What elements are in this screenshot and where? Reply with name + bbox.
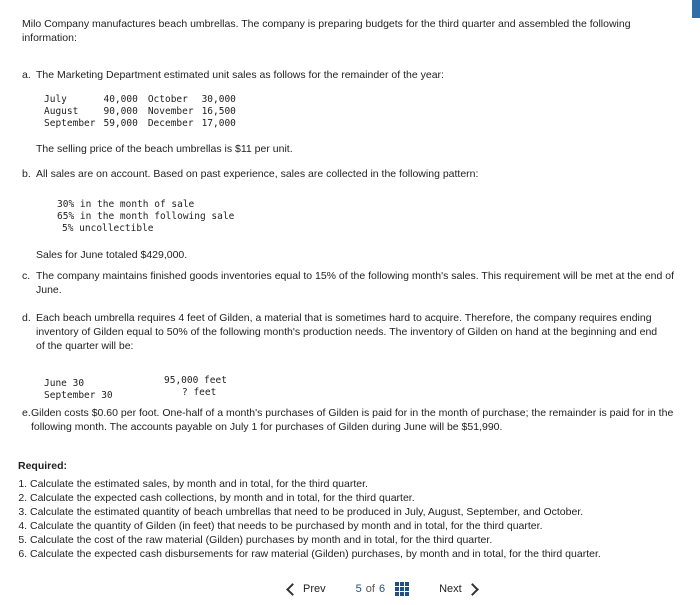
- page-indicator[interactable]: [356, 582, 409, 596]
- june-sales-text: Sales for June totaled $429,000.: [36, 249, 188, 261]
- inventory-date: June 30: [44, 378, 85, 389]
- next-label: Next: [439, 583, 462, 595]
- item-c-label: c.: [22, 270, 31, 282]
- month-cell: September: [44, 118, 96, 129]
- table-row: [44, 94, 246, 106]
- collection-line: 5% uncollectible: [62, 223, 154, 234]
- month-cell: October: [147, 94, 188, 105]
- table-row: [44, 106, 246, 118]
- item-d-text: Each beach umbrella requires 4 feet of Gilden, a material that is sometimes hard to acquire. Therefore, the company requires ending inventory of Gilden equal to 50% of the following month's production needs. The inventory of Gilden on hand at the beginning and end of the quarter will be:: [36, 312, 658, 352]
- selling-price-text: The selling price of the beach umbrellas is $11 per unit.: [36, 143, 293, 155]
- value-cell: 16,500: [201, 106, 236, 117]
- item-a-text: The Marketing Department estimated unit sales as follows for the remainder of the year:: [36, 69, 444, 81]
- item-c-text: The company maintains finished goods inventories equal to 15% of the following month's sales. This requirement will be met at the end of June.: [36, 270, 674, 296]
- inventory-value: ? feet: [182, 387, 217, 398]
- list-item: 3. Calculate the estimated quantity of beach umbrellas that need to be produced in July, August, September, and October.: [30, 505, 700, 519]
- value-cell: 40,000: [103, 94, 138, 105]
- value-cell: 59,000: [103, 118, 138, 129]
- inventory-value: 95,000 feet: [164, 375, 227, 386]
- intro-text: Milo Company manufactures beach umbrellas. The company is preparing budgets for the third quarter and assembled the following information:: [22, 18, 631, 44]
- current-page: 5: [355, 583, 362, 595]
- table-row: [44, 118, 246, 130]
- next-button[interactable]: [439, 582, 477, 596]
- total-pages: 6: [378, 583, 386, 595]
- chevron-left-icon: [286, 583, 299, 596]
- pagination-bar: [272, 578, 502, 600]
- collection-line: 65% in the month following sale: [57, 211, 235, 222]
- value-cell: 90,000: [103, 106, 138, 117]
- month-cell: November: [147, 106, 194, 117]
- month-cell: August: [44, 106, 79, 117]
- of-label: of: [365, 583, 375, 595]
- list-item: 1. Calculate the estimated sales, by month and in total, for the third quarter.: [30, 477, 700, 491]
- prev-label: Prev: [303, 583, 326, 595]
- item-b-label: b.: [22, 168, 31, 180]
- value-cell: 30,000: [201, 94, 236, 105]
- collection-line: 30% in the month of sale: [57, 199, 195, 210]
- month-cell: December: [147, 118, 194, 129]
- list-item: 2. Calculate the expected cash collections, by month and in total, for the third quarter.: [30, 491, 700, 505]
- required-heading: Required:: [18, 460, 68, 472]
- list-item: 4. Calculate the quantity of Gilden (in feet) that needs to be purchased by month and in total, for the third quarter.: [30, 519, 700, 533]
- item-e-label: e.: [22, 407, 31, 419]
- inventory-date: September 30: [44, 390, 113, 401]
- prev-button[interactable]: [288, 582, 326, 596]
- value-cell: 17,000: [201, 118, 236, 129]
- item-b-text: All sales are on account. Based on past experience, sales are collected in the following pattern:: [36, 168, 479, 180]
- list-item: 5. Calculate the cost of the raw material (Gilden) purchases by month and in total, for the third quarter.: [30, 533, 700, 547]
- item-d-label: d.: [22, 312, 31, 324]
- unit-sales-table: [44, 94, 246, 130]
- item-a-label: a.: [22, 69, 31, 81]
- chevron-right-icon: [466, 583, 479, 596]
- list-item: 6. Calculate the expected cash disbursements for raw material (Gilden) purchases, by month and in total, for the third quarter.: [30, 547, 700, 561]
- grid-icon[interactable]: [395, 582, 409, 596]
- required-list: [12, 477, 700, 561]
- month-cell: July: [44, 94, 67, 105]
- item-e-text: Gilden costs $0.60 per foot. One-half of a month's purchases of Gilden is paid for in the month of purchase; the remainder is paid for in the following month. The accounts payable on July 1 for purchases of Gilden during June will be $51,990.: [31, 407, 674, 433]
- corner-tab: [692, 0, 700, 18]
